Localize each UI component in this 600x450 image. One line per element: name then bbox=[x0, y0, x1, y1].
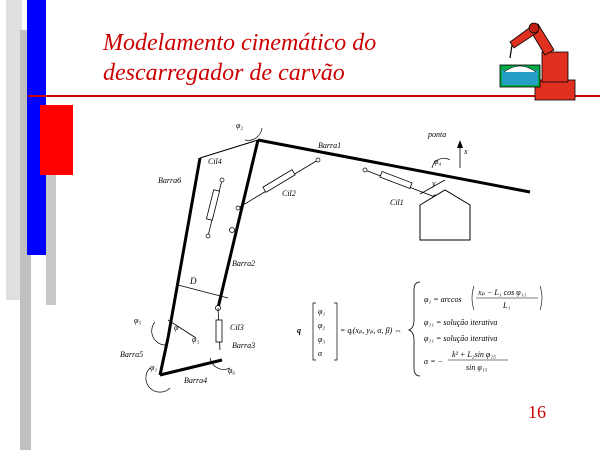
barra6-top bbox=[200, 140, 258, 158]
cil3-cylinder bbox=[216, 308, 222, 350]
label-barra4: Barra4 bbox=[184, 376, 208, 385]
eq-mapping: = qᵢ(xₚ, yₚ, α, β) ⇔ bbox=[340, 326, 403, 335]
label-cil4: Cil4 bbox=[208, 157, 222, 166]
label-barra5: Barra5 bbox=[120, 350, 144, 359]
eq-row1-paren-left bbox=[472, 286, 474, 310]
page-number: 16 bbox=[528, 402, 546, 422]
eq-row1-num: xₚ − L₁ cos φ₁₁ bbox=[478, 288, 527, 297]
label-phi1: φ₁ bbox=[150, 363, 158, 372]
barra2-link bbox=[218, 140, 258, 308]
eq-row1-den: L₁ bbox=[503, 301, 511, 310]
eq-vector-bracket-right bbox=[334, 303, 337, 360]
eq-vector-1: φ₁ bbox=[318, 307, 326, 316]
eq-row4-lhs: α = − bbox=[424, 357, 443, 366]
eq-row2: φ₁₁ = solução iterativa bbox=[424, 318, 498, 327]
label-cil3: Cil3 bbox=[230, 323, 244, 332]
label-cil2: Cil2 bbox=[282, 189, 296, 198]
eq-q-symbol: q bbox=[297, 326, 301, 335]
slide-title-line2: descarregador de carvão bbox=[103, 60, 345, 86]
cil4-cylinder bbox=[206, 178, 224, 238]
phi5-arc bbox=[152, 322, 165, 345]
joint-barra2 bbox=[230, 228, 235, 233]
eq-vector-4: α bbox=[318, 349, 323, 358]
label-barra6: Barra6 bbox=[158, 176, 182, 185]
barra4-link bbox=[160, 360, 222, 375]
eq-row4-den: sin φ₁₅ bbox=[466, 363, 488, 372]
label-dist-d: D bbox=[190, 276, 197, 286]
slide-title-line1: Modelamento cinemático do bbox=[103, 30, 377, 56]
eq-vector-2: φ₂ bbox=[318, 321, 326, 330]
base-structure bbox=[420, 190, 470, 240]
eq-row3: φ₁₁ = solução iterativa bbox=[424, 334, 498, 343]
label-phi5: φ₅ bbox=[134, 316, 142, 325]
eq-brace bbox=[409, 282, 420, 376]
label-phi2: φ₂ bbox=[236, 121, 244, 130]
barra6-link bbox=[168, 158, 200, 338]
barra5-link bbox=[160, 338, 168, 375]
phi2-arc bbox=[245, 128, 262, 140]
label-phi6: φ₆ bbox=[228, 366, 236, 375]
eq-row1-paren-right bbox=[540, 286, 542, 310]
label-y-axis: y bbox=[432, 179, 436, 188]
label-ponta: ponta bbox=[428, 130, 447, 139]
label-phi4: φ₄ bbox=[434, 157, 442, 166]
label-cil1: Cil1 bbox=[390, 198, 404, 207]
label-phi3: φ₃ bbox=[192, 335, 200, 344]
eq-vector-bracket-left bbox=[313, 303, 316, 360]
label-barra1: Barra1 bbox=[318, 141, 342, 150]
eq-row1-lhs: φ₁ = arccos bbox=[424, 295, 462, 304]
label-x-axis: x bbox=[464, 147, 468, 156]
label-phi-small: φ bbox=[174, 323, 179, 332]
x-axis-arrow bbox=[457, 140, 463, 148]
barra1-link bbox=[258, 140, 530, 192]
label-barra2: Barra2 bbox=[232, 259, 256, 268]
eq-vector-3: φ₃ bbox=[318, 335, 326, 344]
kinematic-equation bbox=[297, 282, 542, 376]
eq-row4-num: k² + L₂sin φ₁₅ bbox=[452, 350, 496, 359]
label-barra3: Barra3 bbox=[232, 341, 256, 350]
